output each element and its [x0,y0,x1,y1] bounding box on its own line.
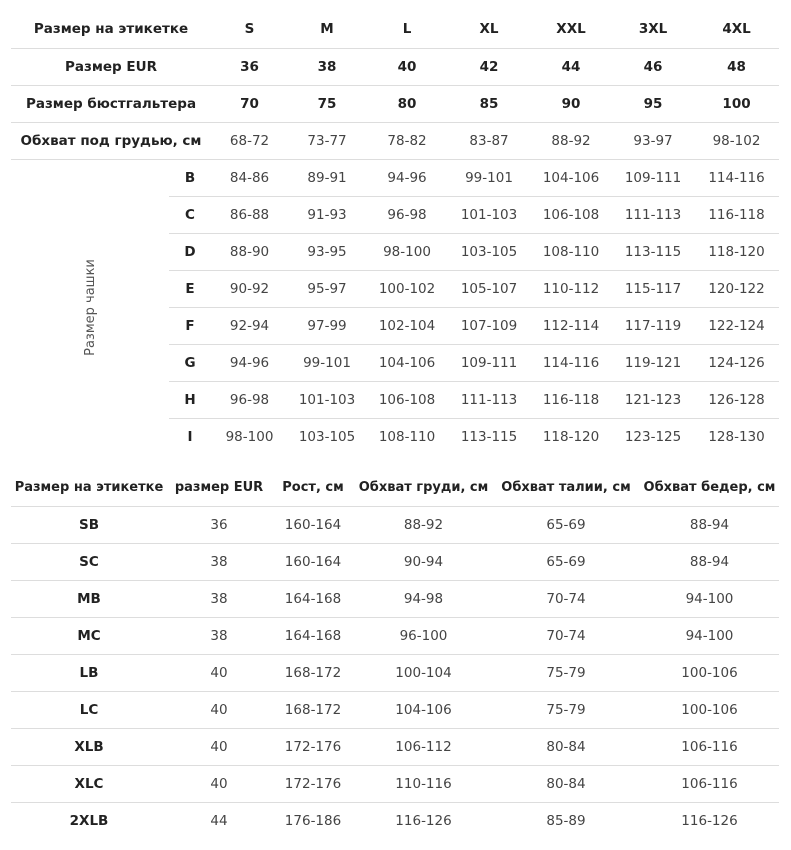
table-cell: S [211,11,288,48]
table-cell: 122-124 [694,307,779,344]
table-cell: 106-116 [640,728,779,765]
table-cell: 115-117 [612,270,694,307]
table-row [11,506,779,543]
size-label: MB [11,580,167,617]
table-cell: 75-79 [492,691,640,728]
size-label: XLC [11,765,167,802]
table-cell: 168-172 [271,654,355,691]
table-cell: 88-92 [355,506,492,543]
row-label: Обхват под грудью, см [11,122,211,159]
cup-size-label-cell [11,159,169,455]
table-cell: 95-97 [288,270,366,307]
row-label: Размер EUR [11,48,211,85]
column-header: размер EUR [167,469,271,506]
table-cell: XL [448,11,530,48]
size-label: LB [11,654,167,691]
table-cell: 103-105 [448,233,530,270]
table-cell: 4XL [694,11,779,48]
table-cell: 172-176 [271,728,355,765]
cup-letter: F [169,307,211,344]
cup-letter: I [187,428,193,445]
table-cell: 96-98 [366,196,448,233]
table-row [11,802,779,839]
table-cell: 101-103 [288,381,366,418]
bra-size-table [11,11,779,455]
table-cell: 98-100 [225,428,274,445]
column-header: Размер на этикетке [11,469,167,506]
table-cell: 110-116 [355,765,492,802]
table-cell: 116-126 [681,812,738,829]
cup-size-label: Размер чашки [82,259,98,357]
table-cell: 106-112 [355,728,492,765]
table-cell: 68-72 [211,122,288,159]
table-cell: 94-96 [211,344,288,381]
table-cell: 38 [288,48,366,85]
table-cell: 36 [211,48,288,85]
table-cell: 95 [612,85,694,122]
table-cell: 100-106 [640,654,779,691]
table-cell: 106-108 [530,196,612,233]
row-label: Размер на этикетке [11,11,211,48]
table-cell: 100 [694,85,779,122]
table-cell: 38 [167,580,271,617]
table-cell: 114-116 [530,344,612,381]
table-cell: 100-104 [355,654,492,691]
table-cell: 80 [366,85,448,122]
table-cell: 80-84 [492,765,640,802]
table-row [11,617,779,654]
table-cell: 40 [167,691,271,728]
table-cell: 107-109 [448,307,530,344]
table-cell: 84-86 [211,159,288,196]
table-cell: 44 [210,812,228,829]
table-cell: 113-115 [460,428,518,445]
table-cell: 111-113 [448,381,530,418]
table-cell: 121-123 [612,381,694,418]
column-header: Обхват груди, см [355,469,492,506]
cup-letter: B [169,159,211,196]
table-cell: 65-69 [492,506,640,543]
cup-letter: C [169,196,211,233]
table-cell: 118-120 [542,428,600,445]
table-cell: 96-98 [211,381,288,418]
table-cell: 110-112 [530,270,612,307]
table-cell: 38 [167,543,271,580]
table-cell: 108-110 [530,233,612,270]
table-cell: 109-111 [612,159,694,196]
table-cell: 116-126 [395,812,452,829]
table-cell: 88-92 [530,122,612,159]
table-cell: 116-118 [694,196,779,233]
table-cell: 164-168 [271,617,355,654]
table-cell: 40 [366,48,448,85]
bra-size-row [11,85,779,122]
table-cell: 44 [530,48,612,85]
table-cell: 106-116 [640,765,779,802]
table-cell: 108-110 [378,428,436,445]
table-cell: 103-105 [298,428,356,445]
table-cell: 70-74 [492,617,640,654]
table-cell: 42 [448,48,530,85]
table-cell: 80-84 [492,728,640,765]
column-header: Обхват бедер, см [640,469,779,506]
table-cell: XXL [530,11,612,48]
eur-size-row [11,48,779,85]
table-cell: 88-94 [640,543,779,580]
table-cell: 85 [448,85,530,122]
table-cell: 104-106 [530,159,612,196]
table-cell: 114-116 [694,159,779,196]
table-cell: 105-107 [448,270,530,307]
table-cell: 160-164 [271,506,355,543]
table-cell: 85-89 [546,812,586,829]
table-cell: 99-101 [448,159,530,196]
table-cell: 89-91 [288,159,366,196]
cup-letter: D [169,233,211,270]
table-cell: 90 [530,85,612,122]
table-cell: 99-101 [288,344,366,381]
cup-row [11,159,779,196]
table-cell: 88-94 [640,506,779,543]
body-size-table [11,469,779,839]
table-cell: 116-118 [530,381,612,418]
table-row [11,691,779,728]
row-label: Размер бюстгальтера [11,85,211,122]
table-row [11,765,779,802]
table-cell: 75-79 [492,654,640,691]
table-cell: 78-82 [366,122,448,159]
table-cell: 113-115 [612,233,694,270]
table-cell: 109-111 [448,344,530,381]
table-cell: 123-125 [624,428,682,445]
table-cell: 118-120 [694,233,779,270]
table-cell: 94-100 [640,580,779,617]
table-cell: 172-176 [271,765,355,802]
table-cell: 86-88 [211,196,288,233]
table-row [11,543,779,580]
table-cell: 96-100 [355,617,492,654]
table-cell: 73-77 [288,122,366,159]
table-cell: 104-106 [355,691,492,728]
table-cell: 119-121 [612,344,694,381]
size-label: SB [11,506,167,543]
table-cell: 100-102 [366,270,448,307]
column-header: Рост, см [271,469,355,506]
size-label: MC [11,617,167,654]
size-label: 2XLB [69,812,109,829]
table-cell: 91-93 [288,196,366,233]
size-label: XLB [11,728,167,765]
table-cell: 40 [167,728,271,765]
cup-letter: G [169,344,211,381]
table-cell: 120-122 [694,270,779,307]
table-cell: 98-102 [694,122,779,159]
table-cell: 93-95 [288,233,366,270]
table-row [11,654,779,691]
table-cell: 124-126 [694,344,779,381]
table-cell: 94-100 [640,617,779,654]
table-cell: 168-172 [271,691,355,728]
size-label: LC [11,691,167,728]
table-header-row [11,469,779,506]
table-cell: 97-99 [288,307,366,344]
table-cell: 83-87 [448,122,530,159]
table-row [11,728,779,765]
table-cell: 46 [612,48,694,85]
cup-letter: H [169,381,211,418]
table-cell: L [366,11,448,48]
underbust-row [11,122,779,159]
table-cell: 94-96 [366,159,448,196]
table-cell: 75 [288,85,366,122]
table-cell: 88-90 [211,233,288,270]
table-cell: 3XL [612,11,694,48]
column-header: Обхват талии, см [492,469,640,506]
table-cell: 40 [167,654,271,691]
size-label-row [11,11,779,48]
table-cell: 104-106 [366,344,448,381]
table-cell: 106-108 [366,381,448,418]
table-cell: 70-74 [492,580,640,617]
table-cell: 94-98 [355,580,492,617]
size-label: SC [11,543,167,580]
table-cell: 117-119 [612,307,694,344]
table-cell: 101-103 [448,196,530,233]
table-cell: 40 [167,765,271,802]
table-cell: 48 [694,48,779,85]
table-cell: 38 [167,617,271,654]
cup-letter: E [169,270,211,307]
table-cell: 128-130 [708,428,765,445]
table-cell: 36 [167,506,271,543]
table-cell: 70 [211,85,288,122]
table-cell: 102-104 [366,307,448,344]
table-cell: M [288,11,366,48]
table-cell: 93-97 [612,122,694,159]
table-cell: 90-92 [211,270,288,307]
table-cell: 160-164 [271,543,355,580]
table-cell: 65-69 [492,543,640,580]
table-cell: 100-106 [640,691,779,728]
table-cell: 92-94 [211,307,288,344]
table-cell: 98-100 [366,233,448,270]
table-cell: 126-128 [694,381,779,418]
table-cell: 90-94 [355,543,492,580]
table-cell: 176-186 [284,812,342,829]
table-cell: 164-168 [271,580,355,617]
table-cell: 112-114 [530,307,612,344]
table-cell: 111-113 [612,196,694,233]
table-row [11,580,779,617]
